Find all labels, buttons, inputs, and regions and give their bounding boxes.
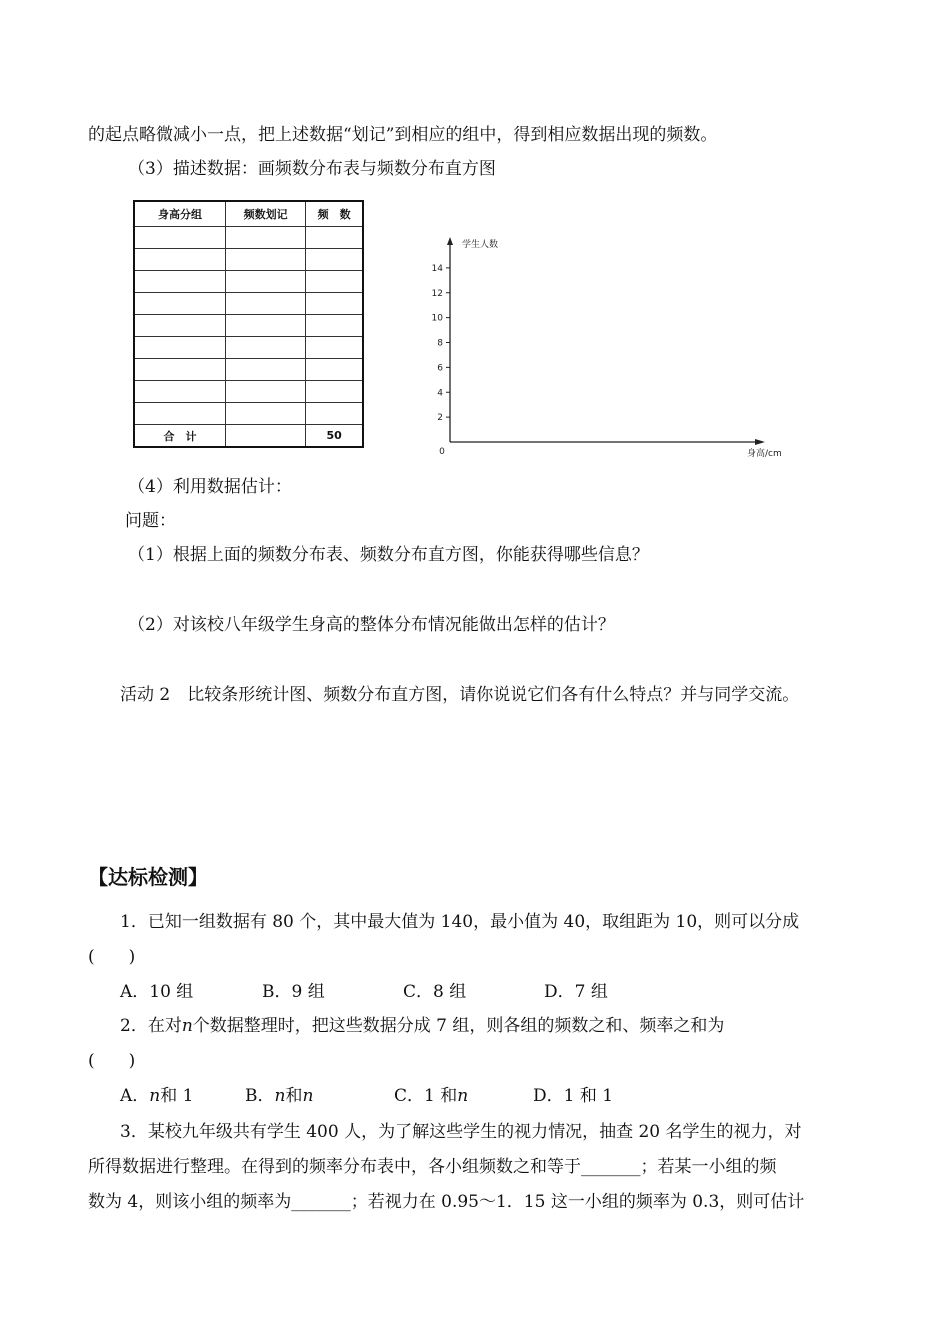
q2-b-mid: 和	[285, 1086, 303, 1106]
question-1-option-c: C．8 组	[403, 982, 467, 1002]
table-row	[134, 359, 363, 381]
y-tick-label: 10	[431, 313, 443, 324]
text-line-3: （4）利用数据估计：	[128, 477, 292, 497]
q2-c-pre: C．1 和	[394, 1086, 458, 1106]
question-3-line-1: 3．某校九年级共有学生 400 人，为了解这些学生的视力情况，抽查 20 名学生的视力，对	[120, 1122, 802, 1142]
q2-a-post: 和 1	[160, 1086, 194, 1106]
table-row	[134, 227, 363, 249]
table-cell	[306, 293, 363, 315]
q2-b-pre: B．	[245, 1086, 275, 1106]
table-cell	[306, 249, 363, 271]
table-cell	[226, 271, 306, 293]
table-total-row	[134, 425, 363, 448]
question-2-paren: ( )	[88, 1051, 136, 1071]
table-cell	[134, 271, 226, 293]
table-header-cell: 身高分组	[134, 201, 226, 227]
y-axis-label: 学生人数	[462, 240, 499, 250]
y-axis-arrow	[447, 237, 453, 245]
question-1-option-b: B．9 组	[262, 982, 325, 1002]
question-2-pre: 2．在对	[120, 1016, 182, 1036]
text-line-6: （2）对该校八年级学生身高的整体分布情况能做出怎样的估计？	[128, 615, 615, 635]
text-line-2: （3）描述数据：画频数分布表与频数分布直方图	[128, 159, 496, 179]
q2-a-pre: A．	[120, 1086, 150, 1106]
table-cell	[306, 381, 363, 403]
question-1: 1．已知一组数据有 80 个，其中最大值为 140，最小值为 40，取组距为 10，则可以分成	[120, 912, 800, 932]
question-2-var: n	[181, 1016, 193, 1036]
table-cell	[134, 227, 226, 249]
table-total-label: 合 计	[134, 425, 226, 448]
table-row	[134, 271, 363, 293]
question-1-option-d: D．7 组	[544, 982, 608, 1002]
question-3-line-2: 所得数据进行整理。在得到的频率分布表中，各小组频数之和等于_______；若某一小组的频	[88, 1157, 777, 1177]
q2-b-var1: n	[274, 1086, 286, 1106]
table-cell	[226, 249, 306, 271]
table-header-cell: 频 数	[306, 201, 363, 227]
y-tick-label: 14	[431, 263, 443, 274]
table-row	[134, 381, 363, 403]
histogram-chart	[420, 225, 810, 465]
table-cell	[226, 359, 306, 381]
table-cell	[134, 315, 226, 337]
origin-label: 0	[439, 447, 445, 457]
question-1-paren: ( )	[88, 947, 136, 967]
question-2	[120, 1014, 724, 1038]
table-row	[134, 403, 363, 425]
y-tick-label: 12	[431, 288, 443, 299]
y-tick-label: 8	[437, 338, 443, 349]
frequency-table	[133, 200, 364, 448]
table-cell	[306, 271, 363, 293]
q2-b-var2: n	[302, 1086, 314, 1106]
q2-a-var: n	[149, 1086, 161, 1106]
section-heading: 【达标检测】	[88, 865, 208, 889]
text-line-5: （1）根据上面的频数分布表、频数分布直方图，你能获得哪些信息？	[128, 545, 649, 565]
text-line-7: 活动 2 比较条形统计图、频数分布直方图，请你说说它们各有什么特点？并与同学交流。	[120, 685, 800, 705]
y-tick-label: 2	[437, 413, 443, 424]
table-header-cell: 频数划记	[226, 201, 306, 227]
question-2-option-a	[120, 1084, 193, 1108]
table-cell	[306, 403, 363, 425]
table-cell	[306, 227, 363, 249]
y-tick-label: 4	[437, 388, 443, 399]
table-header-row	[134, 201, 363, 227]
table-cell	[226, 293, 306, 315]
question-2-option-b	[245, 1084, 313, 1108]
table-cell	[134, 293, 226, 315]
text-line-1: 的起点略微减小一点，把上述数据“划记”到相应的组中，得到相应数据出现的频数。	[88, 125, 718, 145]
table-cell	[306, 315, 363, 337]
table-cell	[134, 359, 226, 381]
question-2-option-d: D．1 和 1	[533, 1086, 614, 1106]
table-cell	[226, 337, 306, 359]
table-row	[134, 293, 363, 315]
table-cell	[134, 337, 226, 359]
table-row	[134, 315, 363, 337]
question-2-option-c	[394, 1084, 468, 1108]
question-2-post: 个数据整理时，把这些数据分成 7 组，则各组的频数之和、频率之和为	[192, 1016, 725, 1036]
table-cell	[226, 227, 306, 249]
table-cell	[226, 381, 306, 403]
table-cell	[226, 425, 306, 448]
y-tick-label: 6	[437, 363, 443, 374]
table-row	[134, 337, 363, 359]
table-cell	[306, 359, 363, 381]
table-cell	[226, 403, 306, 425]
text-line-4: 问题：	[125, 511, 176, 531]
q2-c-var: n	[457, 1086, 469, 1106]
table-cell	[134, 403, 226, 425]
x-axis-label: 身高/cm	[747, 449, 782, 459]
x-axis-arrow	[755, 439, 765, 445]
table-cell	[134, 249, 226, 271]
question-1-option-a: A．10 组	[120, 982, 194, 1002]
table-row	[134, 249, 363, 271]
table-total-value: 50	[306, 425, 363, 448]
table-cell	[134, 381, 226, 403]
table-cell	[226, 315, 306, 337]
table-cell	[306, 337, 363, 359]
question-3-line-3: 数为 4，则该小组的频率为_______；若视力在 0.95～1．15 这一小组的频率为 0.3，则可估计	[88, 1192, 805, 1212]
